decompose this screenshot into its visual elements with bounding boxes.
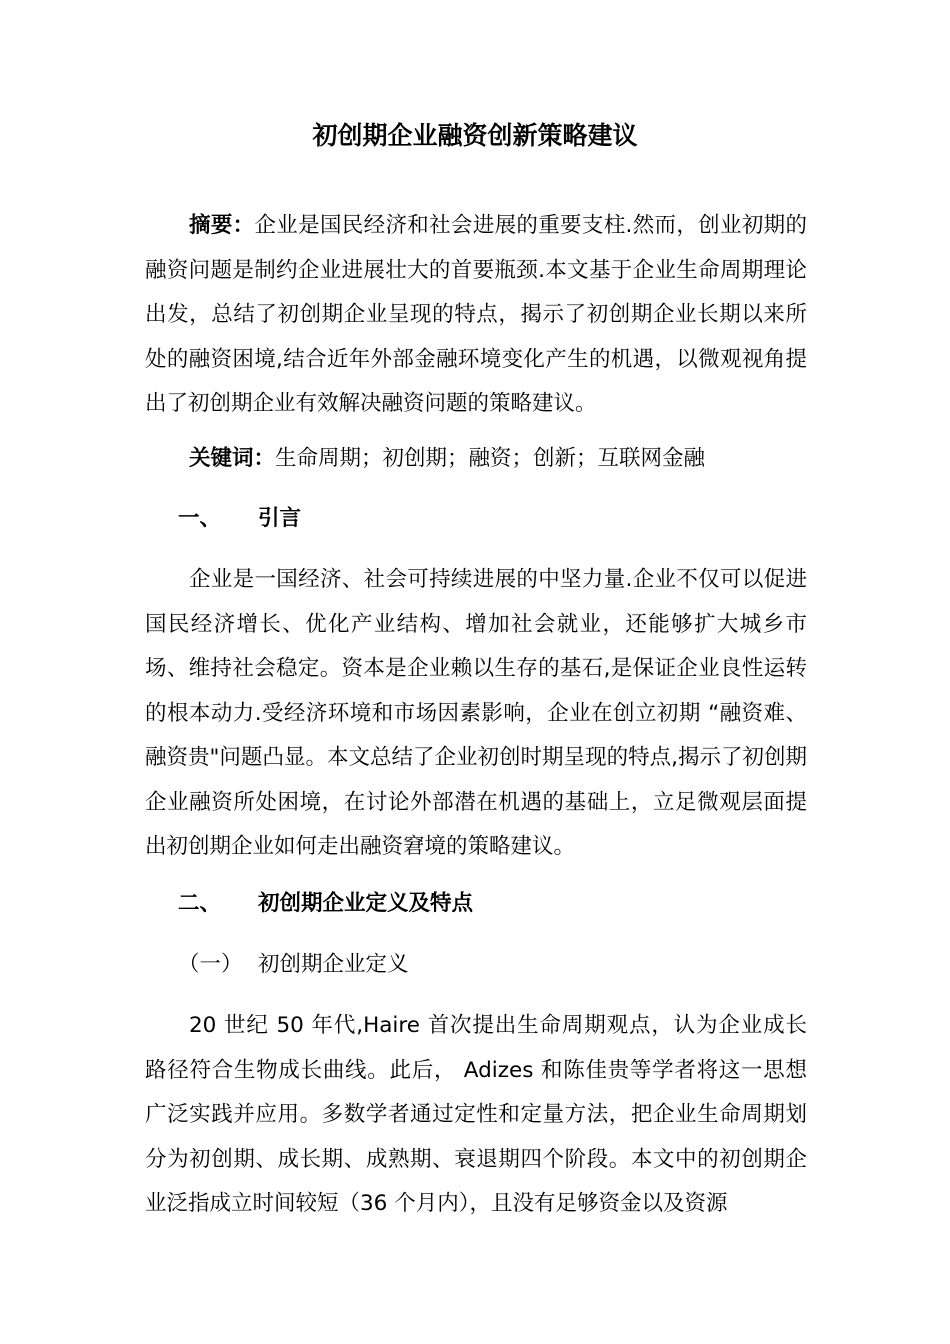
section2-number: 二、 <box>178 891 222 916</box>
keywords-text: 生命周期；初创期；融资；创新；互联网金融 <box>275 446 706 471</box>
abstract-text: 企业是国民经济和社会进展的重要支柱.然而，创业初期的融资问题是制约企业进展壮大的首要瓶颈.本文基于企业生命周期理论出发，总结了初创期企业呈现的特点，揭示了初创期企业长期以来所处的融资困境,结合近年外部金融环境变化产生的机遇，以微观视角提出了初创期企业有效解决融资问题的策略建议。 <box>145 213 807 416</box>
section2-paragraph: 20 世纪 50 年代,Haire 首次提出生命周期观点，认为企业成长路径符合生物成长曲线。此后， Adizes 和陈佳贵等学者将这一思想广泛实践并应用。多数学者通过定性和定量方法，把企业生命周期划分为初创期、成长期、成熟期、衰退期四个阶段。本文中的初创期企业泛指成立时间较短（36 个月内），且没有足够资金以及资源 <box>145 1013 807 1216</box>
section2-heading <box>178 889 473 919</box>
section1-heading <box>178 504 301 534</box>
keywords-paragraph <box>145 437 807 482</box>
section1-title: 引言 <box>258 506 302 531</box>
abstract-label: 摘要： <box>189 213 255 238</box>
document-title: 初创期企业融资创新策略建议 <box>312 121 638 150</box>
section2-subheading <box>178 950 409 980</box>
section1-number: 一、 <box>178 506 222 531</box>
abstract-paragraph <box>145 204 807 427</box>
section1-paragraph: 企业是一国经济、社会可持续进展的中坚力量.企业不仅可以促进国民经济增长、优化产业结构、增加社会就业，还能够扩大城乡市场、维持社会稳定。资本是企业赖以生存的基石,是保证企业良性运转的根本动力.受经济环境和市场因素影响，企业在创立初期 “融资难、融资贵"问题凸显。本文总结了企业初创时期呈现的特点,揭示了初创期企业融资所处困境，在讨论外部潜在机遇的基础上，立足微观层面提出初创期企业如何走出融资窘境的策略建议。 <box>145 567 807 859</box>
section2-sub1-title: 初创期企业定义 <box>258 952 409 977</box>
section2-title: 初创期企业定义及特点 <box>258 891 474 916</box>
keywords-label: 关键词： <box>189 446 276 471</box>
section2-sub1-number: （一） <box>178 952 243 977</box>
